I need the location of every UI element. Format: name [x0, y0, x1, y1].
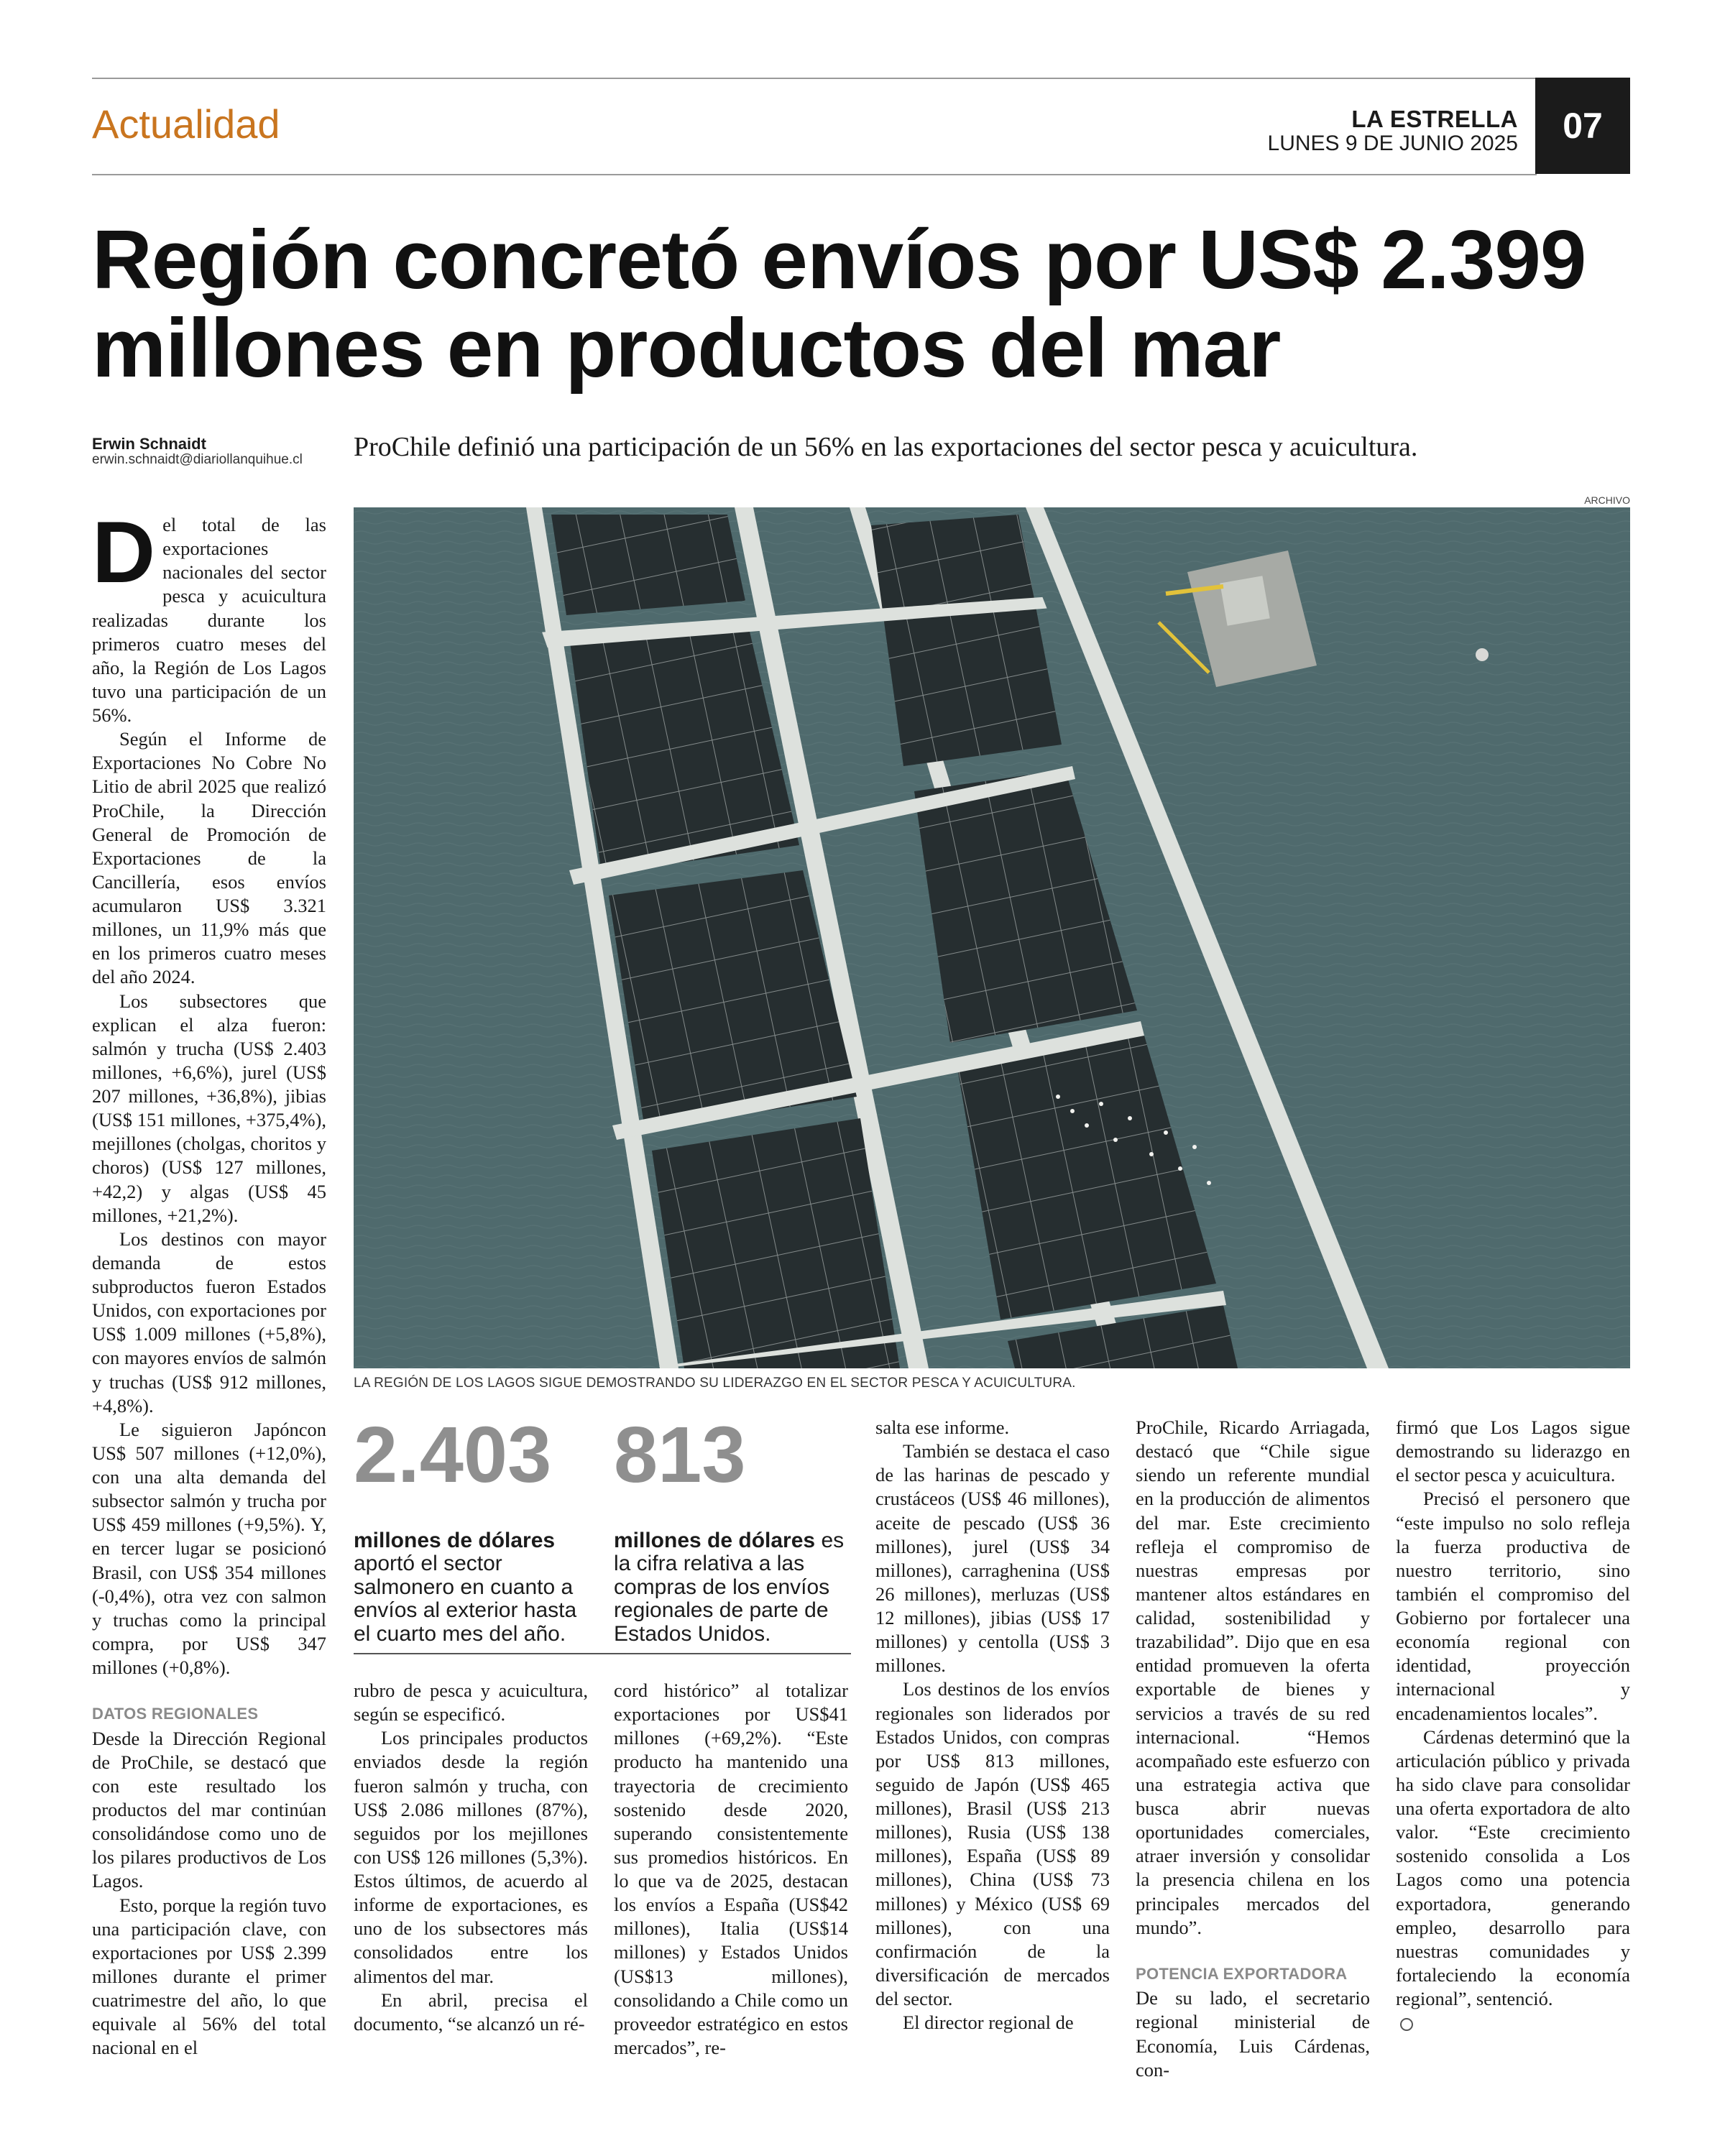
paragraph: Los principales productos enviados desde la región fueron salmón y trucha, con US$ 2.086 millones (87%), seguidos por los mejillones con US$ 126 millones (5,3%). Estos últimos, de acuerdo al informe de exportaciones, es uno de los subsectores más consolidados entre los alimentos del mar.	[354, 1727, 588, 1987]
byline	[92, 436, 303, 468]
photo-credit: ARCHIVO	[1584, 494, 1630, 506]
paragraph: Desde la Dirección Regional de ProChile, se destacó que con este resultado los productos del mar continúan consolidándose como uno de los pilares productivos de Los Lagos.	[92, 1727, 326, 1892]
headline-line-2: millones en productos del mar	[92, 300, 1281, 395]
paragraph: En abril, precisa el documento, “se alcanzó un ré-	[354, 1989, 588, 2035]
paragraph: Esto, porque la región tuvo una participación clave, con exportaciones por US$ 2.399 millones durante el primer cuatrimestre del año, lo que equivale al 56% del total nacional en el	[92, 1894, 326, 2059]
subheadline: ProChile definió una participación de un 56% en las exportaciones del sector pesca y acuicultura.	[354, 432, 1418, 462]
paragraph: salta ese informe.	[875, 1416, 1010, 1438]
stat-box-1	[354, 1411, 591, 1646]
paragraph: Los subsectores que explican el alza fueron: salmón y trucha (US$ 2.403 millones, +6,6%), jurel (US$ 207 millones, +36,8%), jibias (US$ 151 millones, +375,4%), mejillones (cholgas, choritos y choros) (US$ 127 millones, +42,2) y algas (US$ 45 millones, +21,2%).	[92, 990, 326, 1226]
paragraph: De su lado, el secretario regional ministerial de Economía, Luis Cárdenas, con-	[1136, 1987, 1370, 2081]
stat-divider	[354, 1653, 851, 1654]
stat-label	[614, 1529, 851, 1646]
headline-line-1: Región concretó envíos por US$ 2.399	[92, 213, 1586, 306]
stat-box-2	[614, 1411, 851, 1646]
headline	[92, 213, 1601, 395]
paragraph: ProChile, Ricardo Arriagada, destacó que “Chile sigue siendo un referente mundial en la producción de alimentos del mar. Este crecimiento refleja el compromiso de nuestras empresas por mantener altos estándares en calidad, sostenibilidad y trazabilidad”. Dijo que en esa entidad promueven la oferta exportable de bienes y servicios a través de su red internacional. “Hemos acompañado este esfuerzo con una estrategia activa que busca abrir nuevas oportunidades comerciales, atraer inversión y consolidar la presencia chilena en los principales mercados del mundo”.	[1136, 1416, 1370, 1938]
paragraph: El director regional de	[903, 2012, 1074, 2034]
paragraph: Los destinos de los envíos regionales son liderados por Estados Unidos, con compras por US$ 813 millones, seguido de Japón (US$ 465 millones), Brasil (US$ 213 millones), Rusia (US$ 138 millones), España (US$ 89 millones), China (US$ 73 millones) y México (US$ 69 millones), con una confirmación de la diversificación de mercados del sector.	[875, 1678, 1110, 2009]
top-rule	[92, 78, 1537, 79]
page-number: 07	[1535, 78, 1630, 174]
section-label: Actualidad	[92, 101, 280, 147]
author-name: Erwin Schnaidt	[92, 435, 206, 453]
stat-label-bold: millones de dólares	[614, 1529, 816, 1552]
salmon-farm-image	[354, 507, 1630, 1368]
article-photo	[354, 507, 1630, 1368]
header-rule	[92, 174, 1537, 175]
paragraph: Los destinos con mayor demanda de estos subproductos fueron Estados Unidos, con exportaciones por US$ 1.009 millones (+5,8%), con mayores envíos de salmón y truchas (US$ 912 millones, +4,8%).	[92, 1227, 326, 1416]
newspaper-name: LA ESTRELLA	[1351, 106, 1518, 132]
stat-value: 813	[614, 1411, 746, 1499]
paragraph: Según el Informe de Exportaciones No Cobre No Litio de abril 2025 que realizó ProChile, la Dirección General de Promoción de Exportaciones de la Cancillería, esos envíos acumularon US$ 3.321 millones, un 11,9% más que en los primeros cuatro meses del año 2024.	[92, 728, 326, 988]
article-column-1	[92, 503, 326, 2060]
paragraph: Cárdenas determinó que la articulación público y privada ha sido clave para consolidar una oferta exportadora de alto valor. “Este crecimiento sostenido consolida a Los Lagos como una potencia exportadora, generando empleo, desarrollo para nuestras comunidades y fortaleciendo la economía regional”, sentenció.	[1396, 1726, 1630, 2009]
paragraph: Precisó el personero que “este impulso no solo refleja la fuerza productiva de nuestro territorio, sino también el compromiso del Gobierno por fortalecer una economía regional con identidad, proyección internacional y encadenamientos locales”.	[1396, 1488, 1630, 1724]
paragraph: firmó que Los Lagos sigue demostrando su liderazgo en el sector pesca y acuicultura.	[1396, 1416, 1630, 1486]
article-column-5	[1136, 1416, 1370, 2082]
section-subhead-potencia-exportadora: POTENCIA EXPORTADORA	[1136, 1964, 1348, 1983]
paragraph: cord histórico” al totalizar exportaciones por US$41 millones (+69,2%). “Este producto ha mantenido una trayectoria de crecimiento sostenido desde 2020, superando consistentemente sus promedios históricos. En lo que va de 2025, destacan los envíos a España (US$42 millones), Italia (US$14 millones) y Estados Unidos (US$13 millones), consolidando a Chile como un proveedor estratégico en estos mercados”, re-	[614, 1680, 848, 2058]
publication-date: LUNES 9 DE JUNIO 2025	[1267, 131, 1518, 155]
end-of-article-icon	[1400, 2018, 1413, 2031]
stat-value: 2.403	[354, 1411, 552, 1499]
stat-label	[354, 1529, 591, 1646]
stat-label-bold: millones de dólares	[354, 1529, 556, 1552]
stat-label-rest: es la cifra relativa a las compras de los envíos regionales de parte de Estados Unidos.	[614, 1529, 845, 1646]
author-email[interactable]: erwin.schnaidt@diariollanquihue.cl	[92, 452, 303, 468]
article-column-2	[354, 1679, 588, 2036]
article-column-4	[875, 1416, 1110, 2035]
paragraph: También se destaca el caso de las harinas de pescado y crustáceos (US$ 46 millones), aceite de pescado (US$ 36 millones), jurel (US$ 34 millones), carraghenina (US$ 26 millones), merluzas (US$ 12 millones), jibias (US$ 17 millones) y centolla (US$ 3 millones.	[875, 1440, 1110, 1677]
section-subhead-datos-regionales: DATOS REGIONALES	[92, 1705, 259, 1723]
photo-caption: LA REGIÓN DE LOS LAGOS SIGUE DEMOSTRANDO SU LIDERAZGO EN EL SECTOR PESCA Y ACUICULTURA.	[354, 1376, 1076, 1391]
paragraph: rubro de pesca y acuicultura, según se especificó.	[354, 1680, 588, 1726]
stat-label-rest: aportó el sector salmonero en cuanto a envíos al exterior hasta el cuarto mes del año.	[354, 1552, 577, 1646]
masthead	[1268, 106, 1518, 155]
article-column-3	[614, 1679, 848, 2060]
article-column-6	[1396, 1416, 1630, 2035]
paragraph: el total de las exportaciones nacionales del sector pesca y acuicultura realizadas durante los primeros cuatro meses del año, la Región de Los Lagos tuvo una participación de un 56%.	[92, 514, 326, 726]
paragraph: Le siguieron Japóncon US$ 507 millones (+12,0%), con una alta demanda del subsector salmón y trucha por US$ 459 millones (+9,5%). Y, en tercer lugar se posicionó Brasil, con US$ 354 millones (-0,4%), otra vez con salmon y truchas como la principal compra, por US$ 347 millones (+0,8%).	[92, 1418, 326, 1678]
drop-cap: D	[92, 503, 156, 601]
